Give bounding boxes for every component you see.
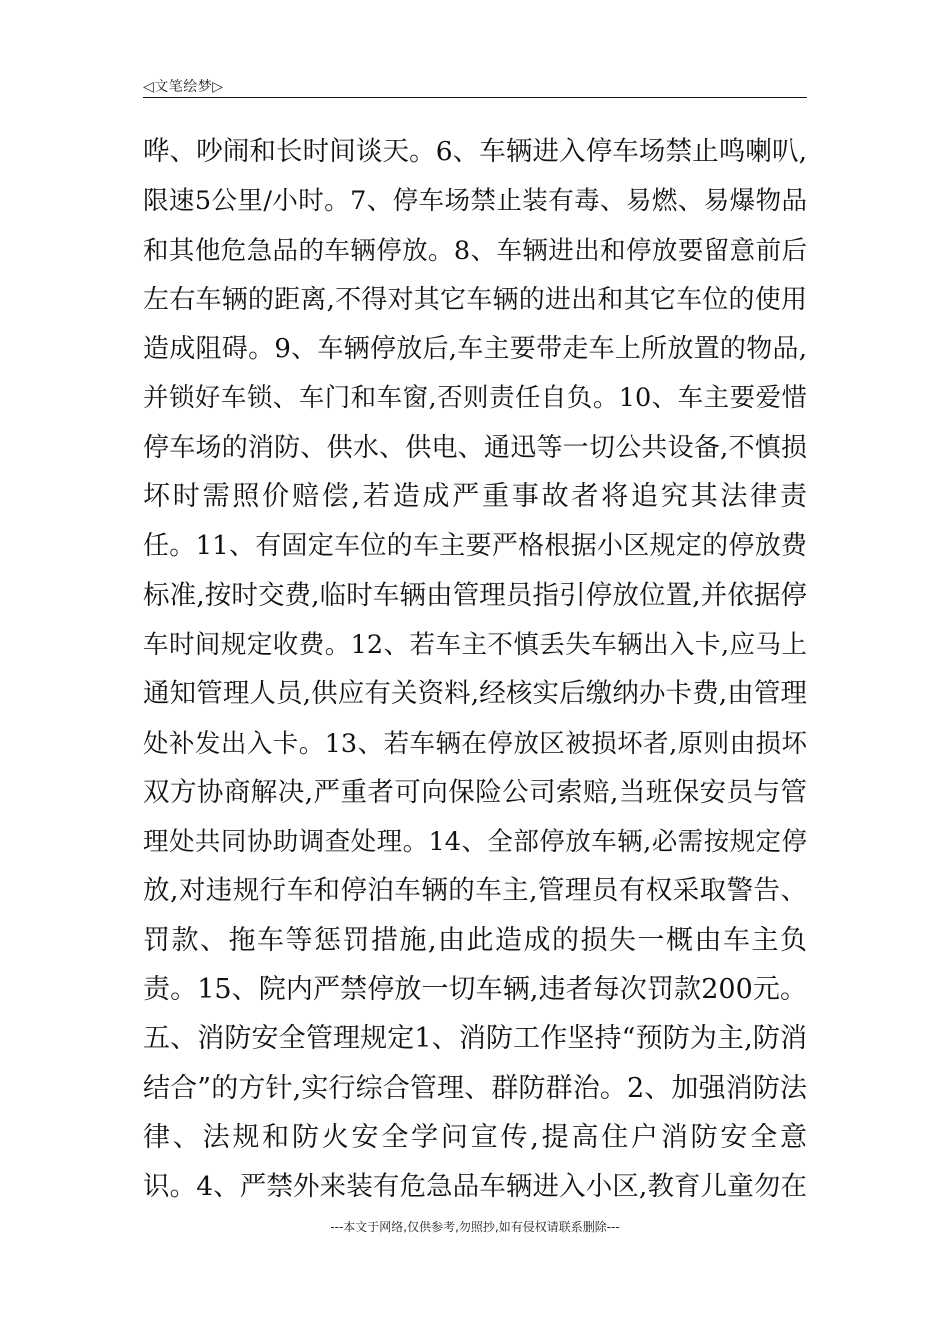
text-line: 任。11、有固定车位的车主要严格根据小区规定的停放费 bbox=[143, 531, 807, 562]
text-line: 停车场的消防、供水、供电、通迅等一切公共设备,不慎损 bbox=[143, 432, 807, 463]
text-line: 处补发出入卡。13、若车辆在停放区被损坏者,原则由损坏 bbox=[143, 728, 807, 759]
text-line: 识。4、严禁外来装有危急品车辆进入小区,教育儿童勿在 bbox=[143, 1171, 807, 1203]
text-line: 罚款、拖车等惩罚措施,由此造成的损失一概由车主负 bbox=[143, 924, 807, 956]
page-header bbox=[143, 74, 807, 100]
text-line: 车时间规定收费。12、若车主不慎丢失车辆出入卡,应马上 bbox=[143, 629, 807, 660]
text-line: 造成阻碍。9、车辆停放后,车主要带走车上所放置的物品, bbox=[143, 334, 807, 365]
text-line: 哗、吵闹和长时间谈天。6、车辆进入停车场禁止鸣喇叭, bbox=[143, 136, 807, 167]
text-line: 放,对违规行车和停泊车辆的车主,管理员有权采取警告、 bbox=[143, 875, 807, 907]
text-line: 理处共同协助调查处理。14、全部停放车辆,必需按规定停 bbox=[143, 827, 807, 858]
page-footer: ---本文于网络,仅供参考,勿照抄,如有侵权请联系删除--- bbox=[330, 1220, 620, 1234]
text-line: 责。15、院内严禁停放一切车辆,违者每次罚款200元。 bbox=[143, 974, 807, 1006]
text-line: 左右车辆的距离,不得对其它车辆的进出和其它车位的使用 bbox=[143, 284, 807, 315]
text-line: 通知管理人员,供应有关资料,经核实后缴纳办卡费,由管理 bbox=[143, 678, 807, 710]
header-divider bbox=[143, 97, 807, 98]
text-line: 标准,按时交费,临时车辆由管理员指引停放位置,并依据停 bbox=[143, 579, 807, 611]
text-line: 和其他危急品的车辆停放。8、车辆进出和停放要留意前后 bbox=[143, 235, 807, 266]
header-brand: ◁文笔绘梦▷ bbox=[143, 79, 224, 95]
text-line: 结合”的方针,实行综合管理、群防群治。2、加强消防法 bbox=[143, 1072, 807, 1104]
text-line: 并锁好车锁、车门和车窗,否则责任自负。10、车主要爱惜 bbox=[143, 383, 807, 414]
document-body bbox=[143, 132, 807, 1217]
text-line: 限速5公里/小时。7、停车场禁止装有毒、易燃、易爆物品 bbox=[143, 186, 807, 217]
text-line: 律、法规和防火安全学问宣传,提高住户消防安全意 bbox=[143, 1121, 807, 1153]
text-line: 坏时需照价赔偿,若造成严重事故者将追究其法律责 bbox=[143, 481, 807, 513]
text-line: 五、消防安全管理规定1、消防工作坚持“预防为主,防消 bbox=[143, 1023, 807, 1055]
text-line: 双方协商解决,严重者可向保险公司索赔,当班保安员与管 bbox=[143, 776, 807, 808]
